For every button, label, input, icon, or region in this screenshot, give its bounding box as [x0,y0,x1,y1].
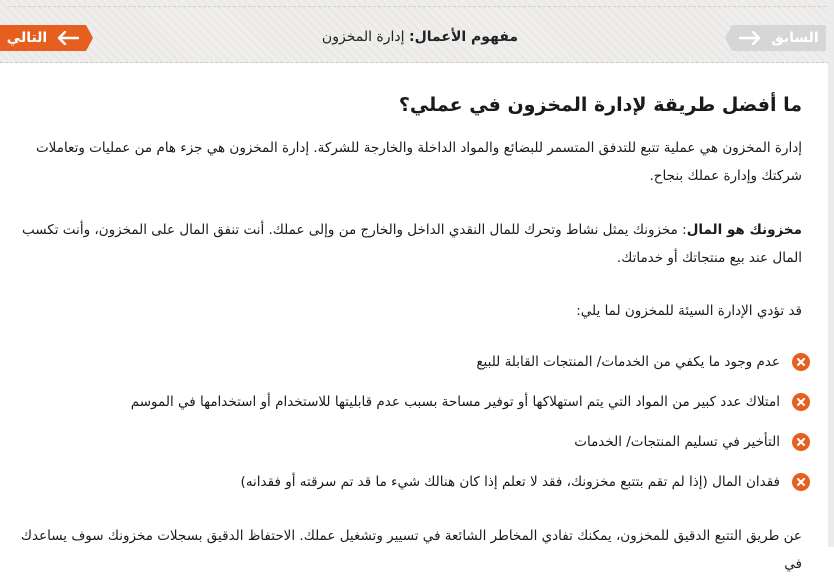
list-item [12,342,802,382]
money-paragraph-text: : مخزونك يمثل نشاط وتحرك للمال النقدي الداخل والخارج من وإلى عملك. أنت تنفق المال على المخزون، وأنت تكسب المال عند بيع منتجاتك أو خدماتك. [22,222,802,266]
next-button-label: التالي [6,30,48,46]
top-nav-bar [0,0,834,63]
list-item [12,422,802,462]
closing-paragraph: عن طريق التتبع الدقيق للمخزون، يمكنك تفادي المخاطر الشائعة في تسيير وتشغيل عملك. الاحتفاظ الدقيق بسجلات مخزونك سوف يساعدك في [20,528,802,572]
list-item [12,382,802,422]
breadcrumb-title: إدارة المخزون [321,29,405,45]
list-item-text: امتلاك عدد كبير من المواد التي يتم استهلاكها أو توفير مساحة بسبب عدم قابليتها للاستخدام أو استخدامها في الموسم [130,394,780,410]
risk-list [12,342,802,502]
arrow-left-icon [57,31,79,45]
x-circle-icon [792,393,810,411]
breadcrumb-prefix: مفهوم الأعمال: [409,29,519,45]
x-circle-icon [792,433,810,451]
list-intro: قد تؤدي الإدارة السيئة للمخزون لما يلي: [576,303,802,319]
list-item [12,462,802,502]
previous-button[interactable] [732,25,826,51]
next-button[interactable] [0,25,86,51]
list-item-text: عدم وجود ما يكفي من الخدمات/ المنتجات القابلة للبيع [476,354,780,370]
arrow-right-icon [739,31,761,45]
intro-paragraph: إدارة المخزون هي عملية تتبع للتدفق المتسمر للبضائع والمواد الداخلة والخارجة للشركة. إدارة المخزون هي جزء هام من عمليات وتعاملات شركتك وإدارة عملك بنجاح. [35,140,802,184]
x-circle-icon [792,353,810,371]
breadcrumb [240,29,600,45]
list-item-text: فقدان المال (إذا لم تقم بتتبع مخزونك، فقد لا تعلم إذا كان هنالك شيء ما قد تم سرقته أو فقدانه) [240,474,780,490]
page-title: ما أفضل طريقة لإدارة المخزون في عملي؟ [398,94,802,116]
money-paragraph-bold: مخزونك هو المال [686,222,802,238]
list-item-text: التأخير في تسليم المنتجات/ الخدمات [574,434,780,450]
main-content [12,90,802,572]
previous-button-label: السابق [771,30,819,46]
scrollbar-track[interactable] [828,0,834,547]
x-circle-icon [792,473,810,491]
money-paragraph [12,216,802,272]
